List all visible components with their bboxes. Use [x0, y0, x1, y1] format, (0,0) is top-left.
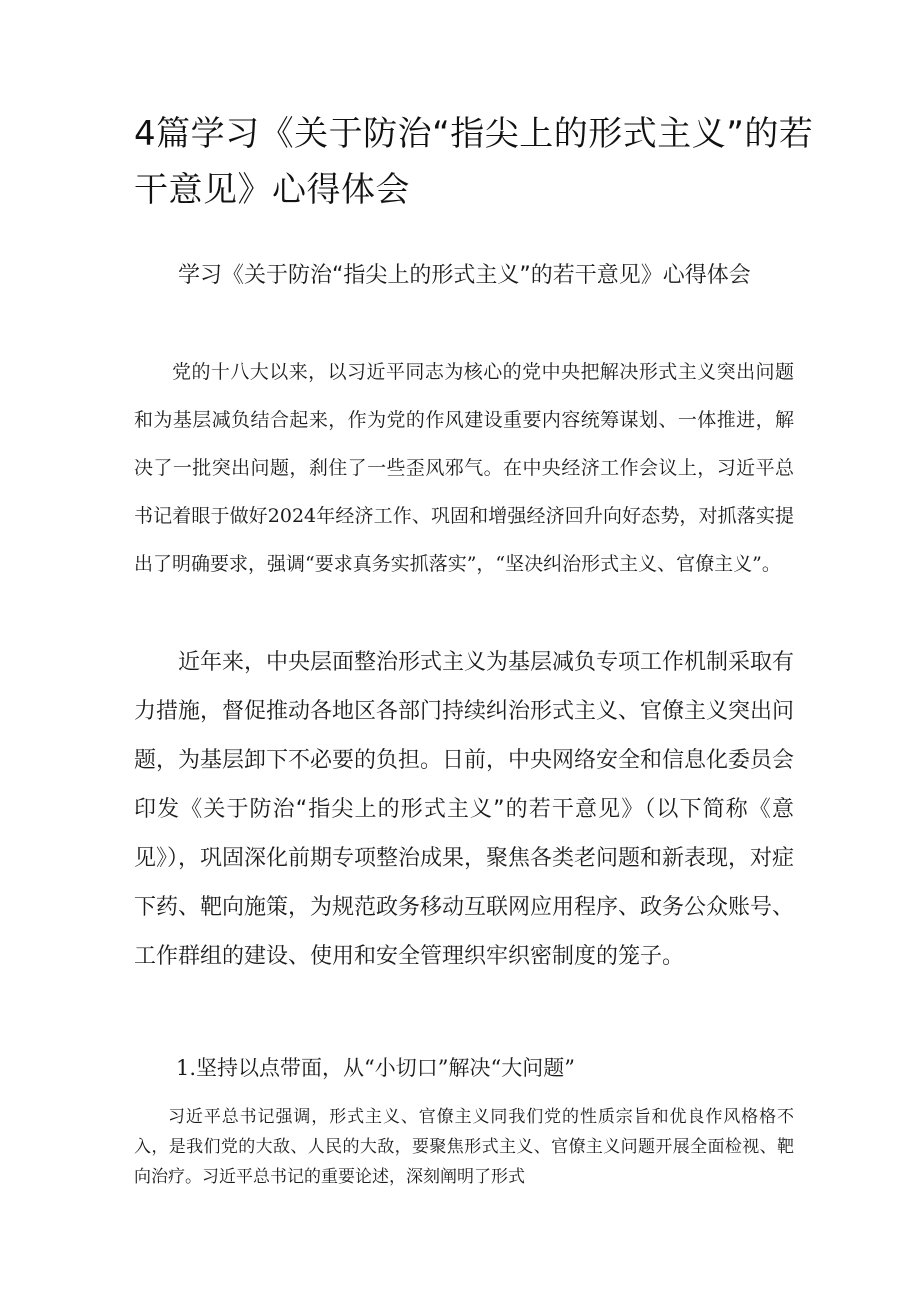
paragraph-1: 党的十八大以来，以习近平同志为核心的党中央把解决形式主义突出问题和为基层减负结合起来，作为党的作风建设重要内容统筹谋划、一体推进，解决了一批突出问题，刹住了一些歪风邪气。在中央经济工作会议上，习近平总书记着眼于做好2024年经济工作、巩固和增强经济回升向好态势，对抓落实提出了明确要求，强调“要求真务实抓落实”，“坚决纠治形式主义、官僚主义”。 [134, 361, 794, 575]
section-paragraph: 习近平总书记强调，形式主义、官僚主义同我们党的性质宗旨和优良作风格格不入，是我们党的大敌、人民的大敌，要聚焦形式主义、官僚主义问题开展全面检视、靶向治疗。习近平总书记的重要论述，深刻阐明了形式 [134, 1107, 794, 1187]
document-subtitle: 学习《关于防治“指尖上的形式主义”的若干意见》心得体会 [178, 263, 751, 288]
document-title: 4篇学习《关于防治“指尖上的形式主义”的若干意见》心得体会 [134, 114, 814, 210]
section-heading: 1.坚持以点带面，从“小切口”解决“大问题” [176, 1056, 575, 1080]
paragraph-2: 近年来，中央层面整治形式主义为基层减负专项工作机制采取有力措施，督促推动各地区各部门持续纠治形式主义、官僚主义突出问题，为基层卸下不必要的负担。日前，中央网络安全和信息化委员会印发《关于防治“指尖上的形式主义”的若干意见》（以下简称《意见》），巩固深化前期专项整治成果，聚焦各类老问题和新表现，对症下药、靶向施策，为规范政务移动互联网应用程序、政务公众账号、工作群组的建设、使用和安全管理织牢织密制度的笼子。 [134, 650, 795, 969]
